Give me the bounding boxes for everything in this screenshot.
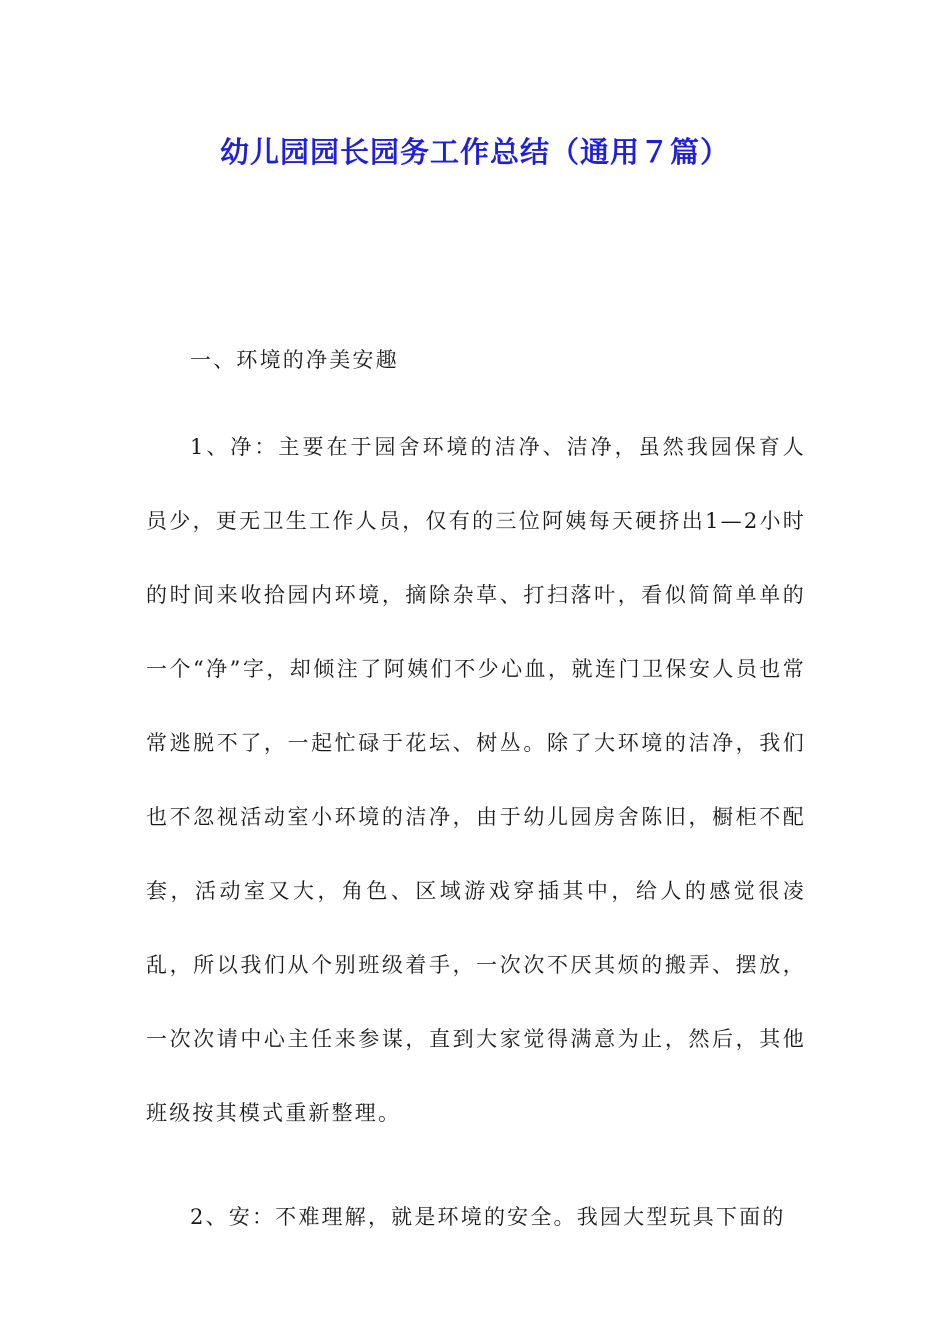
paragraph-an: 2、安：不难理解，就是环境的安全。我园大型玩具下面的 xyxy=(190,1205,786,1229)
document-body xyxy=(146,338,806,1254)
document-title: 幼儿园园长园务工作总结（通用７篇） xyxy=(219,135,730,169)
paragraph-jing: 1、净：主要在于园舍环境的洁净、洁净，虽然我园保育人员少，更无卫生工作人员，仅有的三位阿姨每天硬挤出1—2小时的时间来收拾园内环境，摘除杂草、打扫落叶，看似简简单单的一个“净”字，却倾注了阿姨们不少心血，就连门卫保安人员也常常逃脱不了，一起忙碌于花坛、树丛。除了大环境的洁净，我们也不忽视活动室小环境的洁净，由于幼儿园房舍陈旧，橱柜不配套，活动室又大，角色、区域游戏穿插其中，给人的感觉很凌乱，所以我们从个别班级着手，一次次不厌其烦的搬弄、摆放，一次次请中心主任来参谋，直到大家觉得满意为止，然后，其他班级按其模式重新整理。 xyxy=(146,435,806,1125)
section-heading: 一、环境的净美安趣 xyxy=(190,348,399,372)
